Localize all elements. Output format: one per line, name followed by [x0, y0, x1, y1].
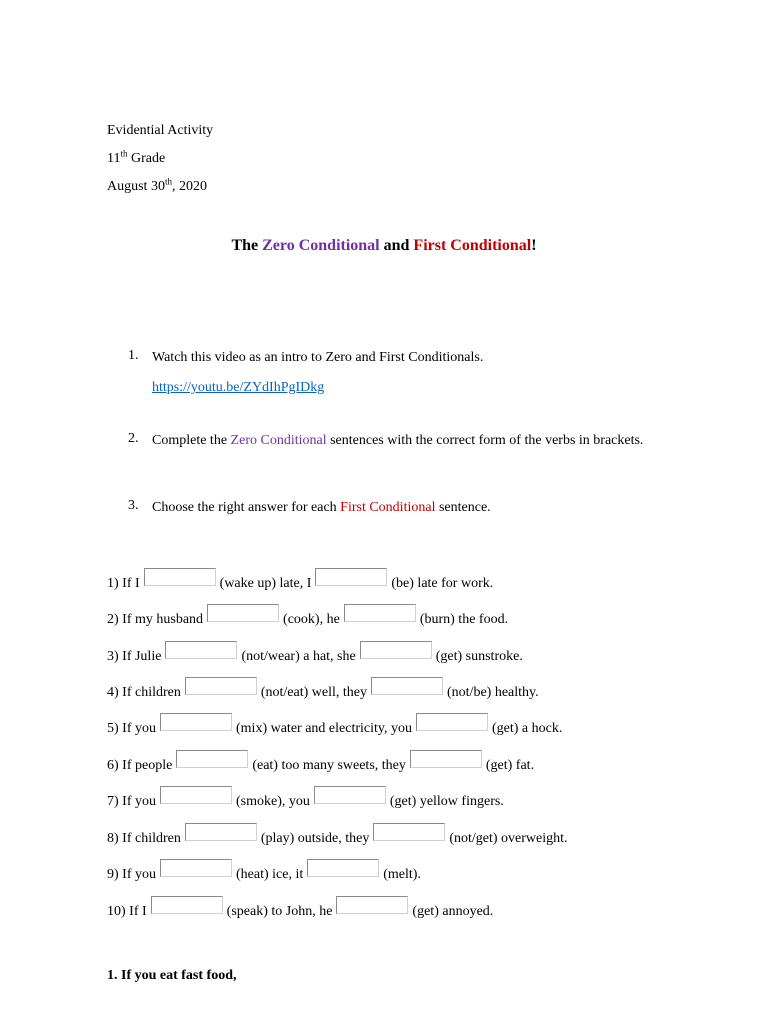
page-title: The Zero Conditional and First Conditional!	[231, 237, 537, 254]
exercise-row: 8) If children (play) outside, they (not/get) overweight.	[107, 823, 568, 847]
instruction-1: 1. Watch this video as an intro to Zero and First Conditionals. https://youtu.be/ZYdIhPgIDkg	[128, 348, 484, 395]
first-conditional-question-1: 1. If you eat fast food,	[107, 968, 237, 983]
exercise-row: 5) If you (mix) water and electricity, you (get) a hock.	[107, 713, 562, 737]
answer-input-8-2[interactable]	[373, 823, 445, 841]
answer-input-9-1[interactable]	[160, 859, 232, 877]
answer-input-10-1[interactable]	[151, 896, 223, 914]
answer-input-10-2[interactable]	[336, 896, 408, 914]
answer-input-8-1[interactable]	[185, 823, 257, 841]
title-first-conditional: First Conditional	[413, 237, 532, 254]
answer-input-9-2[interactable]	[307, 859, 379, 877]
exercise-row: 9) If you (heat) ice, it (melt).	[107, 859, 421, 883]
answer-input-5-2[interactable]	[416, 713, 488, 731]
answer-input-2-2[interactable]	[344, 604, 416, 622]
answer-input-6-1[interactable]	[176, 750, 248, 768]
title-zero-conditional: Zero Conditional	[262, 237, 380, 254]
exercise-row: 1) If I (wake up) late, I (be) late for work.	[107, 568, 493, 592]
exercise-row: 7) If you (smoke), you (get) yellow fingers.	[107, 786, 504, 810]
exercise-row: 2) If my husband (cook), he (burn) the food.	[107, 604, 508, 628]
answer-input-1-1[interactable]	[144, 568, 216, 586]
answer-input-6-2[interactable]	[410, 750, 482, 768]
answer-input-3-2[interactable]	[360, 641, 432, 659]
grade-line: 11th Grade	[107, 148, 166, 166]
answer-input-3-1[interactable]	[165, 641, 237, 659]
exercise-row: 10) If I (speak) to John, he (get) annoyed.	[107, 896, 493, 920]
instruction-3: 3. Choose the right answer for each First Conditional sentence.	[128, 498, 491, 515]
exercise-row: 3) If Julie (not/wear) a hat, she (get) sunstroke.	[107, 641, 523, 665]
answer-input-2-1[interactable]	[207, 604, 279, 622]
instruction-2: 2. Complete the Zero Conditional sentences with the correct form of the verbs in brackets.	[128, 431, 644, 448]
date-line: August 30th, 2020	[107, 176, 207, 194]
answer-input-7-2[interactable]	[314, 786, 386, 804]
exercise-row: 6) If people (eat) too many sweets, they (get) fat.	[107, 750, 534, 774]
answer-input-7-1[interactable]	[160, 786, 232, 804]
answer-input-5-1[interactable]	[160, 713, 232, 731]
exercise-row: 4) If children (not/eat) well, they (not/be) healthy.	[107, 677, 539, 701]
document-header	[107, 122, 213, 206]
activity-name: Evidential Activity	[107, 123, 214, 138]
answer-input-1-2[interactable]	[315, 568, 387, 586]
answer-input-4-1[interactable]	[185, 677, 257, 695]
video-link[interactable]: https://youtu.be/ZYdIhPgIDkg	[152, 380, 325, 395]
answer-input-4-2[interactable]	[371, 677, 443, 695]
